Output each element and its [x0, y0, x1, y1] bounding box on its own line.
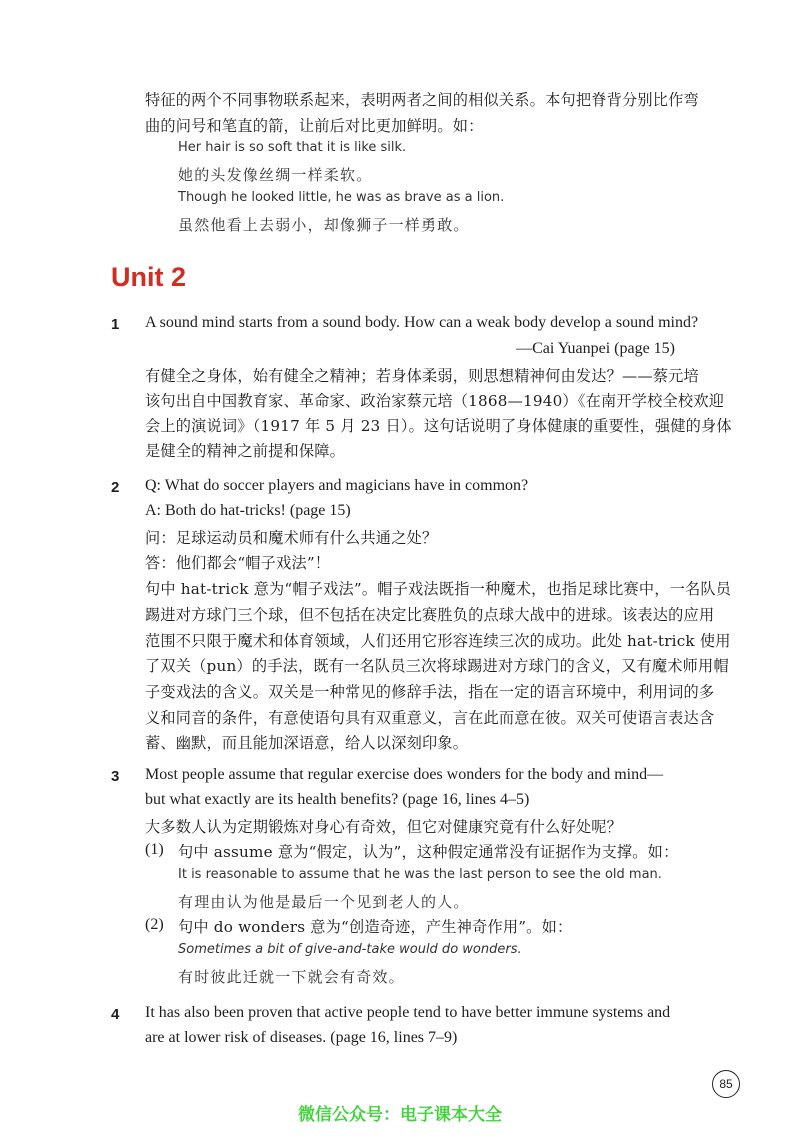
- item-1-attribution: —Cai Yuanpei (page 15): [516, 340, 675, 357]
- item-4-quote-line-1: It has also been proven that active people tend to have better immune systems and: [145, 1004, 671, 1021]
- item-2-line-5: 范围不只限于魔术和体育领域，人们还用它形容连续三次的成功。此处 hat-trick 使用: [145, 632, 731, 650]
- intro-example-zh-2: 虽然他看上去弱小，却像狮子一样勇敢。: [178, 216, 470, 234]
- item-2-line-3: 句中 hat-trick 意为“帽子戏法”。帽子戏法既指一种魔术，也指足球比赛中，一名队员: [145, 580, 732, 598]
- intro-example-en-1: Her hair is so soft that it is like silk.: [178, 140, 407, 155]
- unit-title: Unit 2: [111, 262, 187, 292]
- item-1-quote: A sound mind starts from a sound body. How can a weak body develop a sound mind?: [145, 314, 699, 331]
- item-3-sub-1-example-en: It is reasonable to assume that he was the last person to see the old man.: [178, 867, 662, 882]
- intro-example-zh-1: 她的头发像丝绸一样柔软。: [178, 166, 373, 184]
- item-1-line-1: 有健全之身体，始有健全之精神；若身体柔弱，则思想精神何由发达？——蔡元培: [145, 367, 699, 385]
- item-2-line-1: 问：足球运动员和魔术师有什么共通之处？: [145, 529, 438, 547]
- intro-line-1: 特征的两个不同事物联系起来，表明两者之间的相似关系。本句把脊背分别比作弯: [145, 91, 699, 109]
- item-2-number: 2: [111, 479, 120, 496]
- item-2-line-8: 义和同音的条件，有意使语句具有双重意义，言在此而意在彼。双关可使语言表达含: [145, 709, 715, 727]
- item-3-number: 3: [111, 768, 120, 785]
- item-4-number: 4: [111, 1006, 120, 1023]
- item-1-number: 1: [111, 316, 120, 333]
- intro-line-2: 曲的问号和笔直的箭，让前后对比更加鲜明。如：: [145, 117, 484, 135]
- item-3-sub-1-text: 句中 assume 意为“假定，认为”，这种假定通常没有证据作为支撑。如：: [178, 843, 679, 861]
- item-2-line-7: 子变戏法的含义。双关是一种常见的修辞手法，指在一定的语言环境中，利用词的多: [145, 683, 715, 701]
- item-2-line-4: 踢进对方球门三个球，但不包括在决定比赛胜负的点球大战中的进球。该表达的应用: [145, 606, 715, 624]
- item-2-answer: A: Both do hat-tricks! (page 15): [145, 502, 351, 519]
- item-4-quote-line-2: are at lower risk of diseases. (page 16, lines 7–9): [145, 1029, 458, 1046]
- page-number: 85: [712, 1070, 740, 1098]
- item-3-translation: 大多数人认为定期锻炼对身心有奇效，但它对健康究竟有什么好处呢？: [145, 818, 623, 836]
- item-3-sub-2-text: 句中 do wonders 意为“创造奇迹，产生神奇作用”。如：: [178, 918, 573, 936]
- item-3-sub-2-number: (2): [145, 916, 164, 933]
- watermark: 微信公众号：电子课本大全: [298, 1105, 502, 1125]
- item-2-line-6: 了双关（pun）的手法，既有一名队员三次将球踢进对方球门的含义，又有魔术师用帽: [145, 657, 729, 675]
- item-2-line-2: 答：他们都会“帽子戏法”！: [145, 554, 331, 572]
- item-3-quote-line-1: Most people assume that regular exercise does wonders for the body and mind—: [145, 766, 664, 783]
- intro-example-en-2: Though he looked little, he was as brave as a lion.: [178, 190, 505, 205]
- item-3-quote-line-2: but what exactly are its health benefits? (page 16, lines 4–5): [145, 791, 530, 808]
- item-2-line-9: 蓄、幽默，而且能加深语意，给人以深刻印象。: [145, 734, 469, 752]
- item-1-line-4: 是健全的精神之前提和保障。: [145, 442, 346, 460]
- item-1-line-2: 该句出自中国教育家、革命家、政治家蔡元培（1868—1940）《在南开学校全校欢迎: [145, 392, 725, 410]
- item-1-line-3: 会上的演说词》（1917 年 5 月 23 日）。这句话说明了身体健康的重要性，强健的身体: [145, 417, 732, 435]
- item-3-sub-2-example-zh: 有时彼此迁就一下就会有奇效。: [178, 968, 405, 986]
- item-2-question: Q: What do soccer players and magicians have in common?: [145, 477, 529, 494]
- item-3-sub-1-example-zh: 有理由认为他是最后一个见到老人的人。: [178, 893, 470, 911]
- item-3-sub-1-number: (1): [145, 841, 164, 858]
- item-3-sub-2-example-en: Sometimes a bit of give-and-take would do wonders.: [178, 942, 522, 957]
